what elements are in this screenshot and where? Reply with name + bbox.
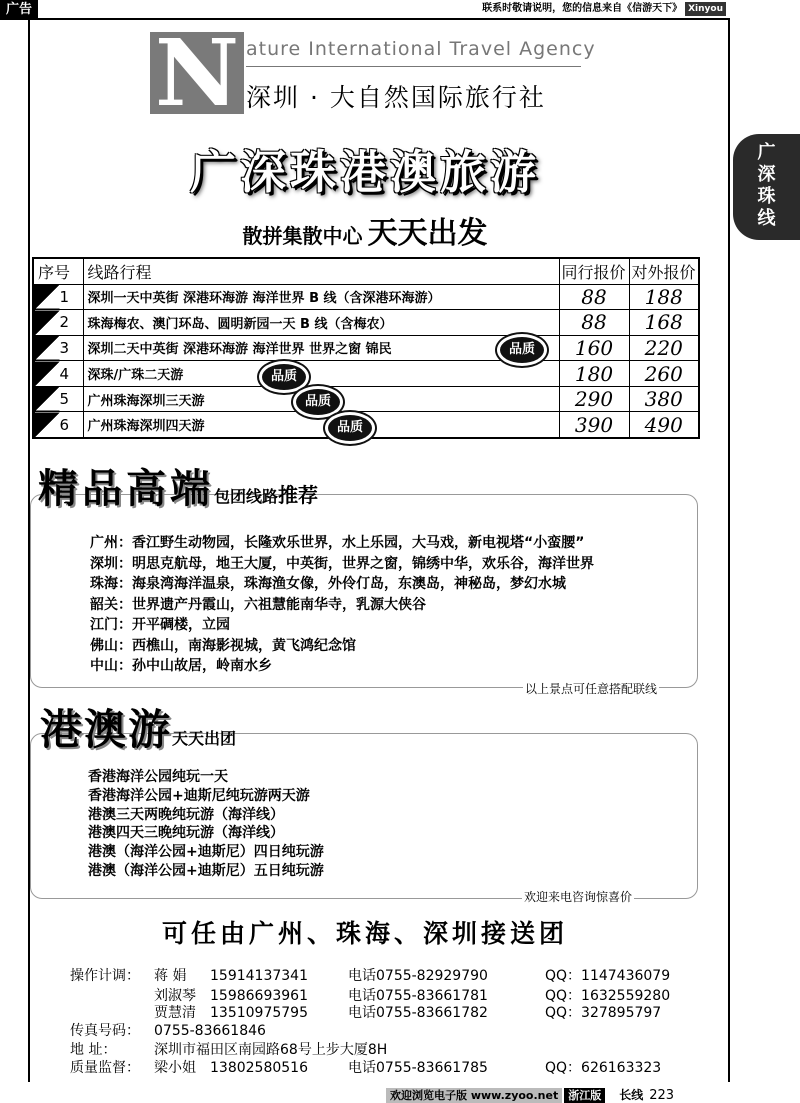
list-item: 香港海洋公园+迪斯尼纯玩游两天游 <box>88 787 310 804</box>
qc-mobile: 13802580516 <box>210 1060 308 1076</box>
hkmacau-note: 欢迎来电咨询惊喜价 <box>524 890 633 904</box>
side-tab-char: 广 <box>757 142 776 163</box>
row-route: 深圳二天中英街 深港环海游 海洋世界 世界之窗 锦民 <box>83 335 559 361</box>
row-no: 6 <box>33 412 83 438</box>
attraction-list <box>90 533 594 677</box>
pickup-banner: 可任由广州、珠海、深圳接送团 <box>161 919 568 948</box>
table-row <box>33 284 699 310</box>
agency-divider <box>246 66 581 67</box>
row-route: 珠海梅农、澳门环岛、圆明新园一天 B 线（含梅农） <box>83 310 559 336</box>
table-header-row <box>33 258 699 284</box>
list-item: 香港海洋公园纯玩一天 <box>88 769 228 785</box>
hkmacau-title-big: 港澳游 <box>40 705 173 754</box>
row-no: 2 <box>33 310 83 336</box>
premium-title-small-a: 包团线路 <box>214 487 279 506</box>
premium-title-big: 精品高端 <box>38 466 214 512</box>
footer-section: 长线 <box>619 1088 644 1102</box>
sub-title-b: 天天出发 <box>367 216 488 251</box>
row-peer-price: 88 <box>559 284 629 310</box>
row-peer-price: 88 <box>559 310 629 336</box>
source-note <box>482 2 726 16</box>
row-no: 4 <box>33 361 83 387</box>
footer-edition: 浙江版 <box>564 1088 605 1103</box>
ops-mobile: 13510975795 <box>210 1005 308 1021</box>
list-item: 江门：开平碉楼，立园 <box>90 617 230 633</box>
col-route: 线路行程 <box>83 258 559 284</box>
col-retail-price: 对外报价 <box>629 258 699 284</box>
qc-name: 梁小姐 <box>154 1060 196 1076</box>
table-row <box>33 310 699 336</box>
row-retail-price: 188 <box>629 284 699 310</box>
ops-name: 贾慧清 <box>154 1005 196 1021</box>
row-no: 3 <box>33 335 83 361</box>
address-text: 深圳市福田区南园路68号上步大厦8H <box>154 1042 388 1058</box>
main-title: 广深珠港澳旅游 <box>190 145 540 199</box>
address-label: 地 址： <box>70 1042 117 1058</box>
hkmacau-title-small: 天天出团 <box>172 729 237 748</box>
side-tab-char: 深 <box>757 164 776 185</box>
row-retail-price: 168 <box>629 310 699 336</box>
list-item: 港澳（海洋公园+迪斯尼）五日纯玩游 <box>88 862 324 879</box>
row-peer-price: 180 <box>559 361 629 387</box>
quality-badge: 品质 <box>328 415 372 441</box>
section-side-tab <box>733 134 800 240</box>
side-tab-char: 珠 <box>757 186 776 207</box>
qc-phone: 电话0755-83661785 <box>348 1060 488 1076</box>
agency-name-en: ature International Travel Agency <box>246 38 596 60</box>
premium-title-small-b: 推荐 <box>278 483 319 507</box>
quality-badge: 品质 <box>296 389 340 415</box>
list-item: 佛山：西樵山，南海影视城，黄飞鸿纪念馆 <box>90 637 356 654</box>
row-route: 广州珠海深圳三天游 <box>83 386 559 412</box>
sub-title-a: 散拼集散中心 <box>242 224 363 248</box>
ops-qq: QQ：327895797 <box>545 1005 662 1021</box>
ops-name: 刘淑琴 <box>154 988 196 1004</box>
ops-mobile: 15914137341 <box>210 968 308 984</box>
ops-name: 蒋 娟 <box>154 968 187 984</box>
list-item: 韶关：世界遗产丹霞山，六祖慧能南华寺，乳源大侠谷 <box>90 596 426 613</box>
premium-note: 以上景点可任意搭配联线 <box>525 682 658 696</box>
row-no: 1 <box>33 284 83 310</box>
top-bar <box>0 0 730 20</box>
ops-phone: 电话0755-83661781 <box>348 988 488 1004</box>
ops-qq: QQ：1147436079 <box>545 968 671 984</box>
qc-label: 质量监督： <box>70 1060 140 1076</box>
ops-label: 操作计调： <box>70 968 140 984</box>
qc-qq: QQ：626163323 <box>545 1060 662 1076</box>
fax-number: 0755-83661846 <box>154 1023 266 1039</box>
col-no: 序号 <box>33 258 83 284</box>
premium-title <box>38 457 318 514</box>
row-retail-price: 490 <box>629 412 699 438</box>
quality-badge: 品质 <box>500 337 544 363</box>
list-item: 港澳四天三晚纯玩游（海洋线） <box>88 825 284 842</box>
page-footer <box>386 1087 674 1103</box>
ops-phone: 电话0755-83661782 <box>348 1005 488 1021</box>
side-tab-char: 线 <box>757 208 776 229</box>
row-retail-price: 220 <box>629 335 699 361</box>
list-item: 港澳三天两晚纯玩游（海洋线） <box>88 806 284 823</box>
row-route: 深珠/广珠二天游 <box>83 361 559 387</box>
source-note-text: 联系时敬请说明，您的信息来自《信游天下》 <box>482 3 683 14</box>
col-peer-price: 同行报价 <box>559 258 629 284</box>
list-item: 港澳（海洋公园+迪斯尼）四日纯玩游 <box>88 844 324 861</box>
ops-mobile: 15986693961 <box>210 988 308 1004</box>
page-number: 223 <box>649 1088 675 1103</box>
hkmacau-list <box>88 768 324 881</box>
quality-badge: 品质 <box>262 364 306 390</box>
footer-welcome-link[interactable]: 欢迎浏览电子版 www.zyoo.net <box>386 1088 562 1103</box>
row-route: 深圳一天中英街 深港环海游 海洋世界 B 线（含深港环海游） <box>83 284 559 310</box>
ad-label: 广告 <box>0 0 38 20</box>
list-item: 中山：孙中山故居，岭南水乡 <box>90 658 272 674</box>
table-row <box>33 335 699 361</box>
list-item: 珠海：海泉湾海洋温泉，珠海渔女像，外伶仃岛，东澳岛，神秘岛，梦幻水城 <box>90 576 566 592</box>
table-row <box>33 361 699 387</box>
table-row <box>33 386 699 412</box>
sub-title <box>0 208 730 252</box>
fax-label: 传真号码： <box>70 1023 140 1039</box>
row-retail-price: 260 <box>629 361 699 387</box>
xinyou-logo: Xinyou <box>685 2 726 16</box>
row-retail-price: 380 <box>629 386 699 412</box>
list-item: 深圳：明思克航母，地王大厦，中英街，世界之窗，锦绣中华，欢乐谷，海洋世界 <box>90 555 594 572</box>
row-no: 5 <box>33 386 83 412</box>
row-peer-price: 290 <box>559 386 629 412</box>
list-item: 广州：香江野生动物园，长隆欢乐世界，水上乐园，大马戏，新电视塔“小蛮腰” <box>90 535 585 551</box>
hkmacau-title <box>40 697 236 757</box>
row-peer-price: 160 <box>559 335 629 361</box>
row-peer-price: 390 <box>559 412 629 438</box>
agency-name-cn: 深圳 · 大自然国际旅行社 <box>246 83 546 112</box>
row-route: 广州珠海深圳四天游 <box>83 412 559 438</box>
ops-qq: QQ：1632559280 <box>545 988 671 1004</box>
agency-logo: N <box>150 32 244 114</box>
routes-table <box>32 257 700 439</box>
ops-phone: 电话0755-82929790 <box>348 968 488 984</box>
